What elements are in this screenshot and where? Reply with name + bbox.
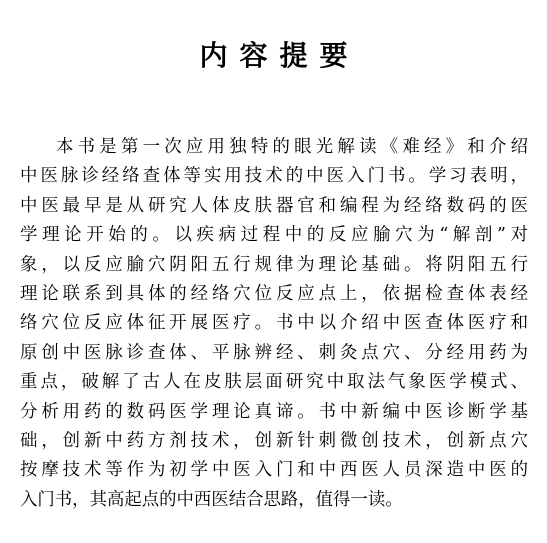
page-title: 内容提要 bbox=[199, 39, 360, 72]
text-line: 本书是第一次应用独特的眼光解读《难经》和介绍 bbox=[56, 137, 528, 157]
text-line: 分析用药的数码医学理论真谛。书中新编中医诊断学基 bbox=[20, 401, 528, 422]
summary-paragraph bbox=[20, 133, 528, 515]
text-line: 按摩技术等作为初学中医入门和中西医人员深造中医的 bbox=[20, 460, 528, 481]
text-line: 中医脉诊经络查体等实用技术的中医入门书。学习表明， bbox=[20, 166, 528, 187]
text-line: 原创中医脉诊查体、平脉辨经、刺灸点穴、分经用药为 bbox=[20, 342, 528, 363]
text-line: 学理论开始的。以疾病过程中的反应腧穴为“解剖”对 bbox=[20, 225, 528, 246]
text-line: 络穴位反应体征开展医疗。书中以介绍中医查体医疗和 bbox=[20, 313, 528, 334]
text-line: 础，创新中药方剂技术，创新针刺微创技术，创新点穴 bbox=[20, 430, 528, 451]
text-line: 理论联系到具体的经络穴位反应点上，依据检查体表经 bbox=[20, 283, 528, 304]
text-line: 中医最早是从研究人体皮肤器官和编程为经络数码的医 bbox=[20, 195, 528, 216]
text-line: 入门书，其高起点的中西医结合思路，值得一读。 bbox=[20, 489, 403, 510]
text-line: 象，以反应腧穴阴阳五行规律为理论基础。将阴阳五行 bbox=[20, 254, 528, 275]
text-line: 重点，破解了古人在皮肤层面研究中取法气象医学模式、 bbox=[20, 372, 528, 393]
